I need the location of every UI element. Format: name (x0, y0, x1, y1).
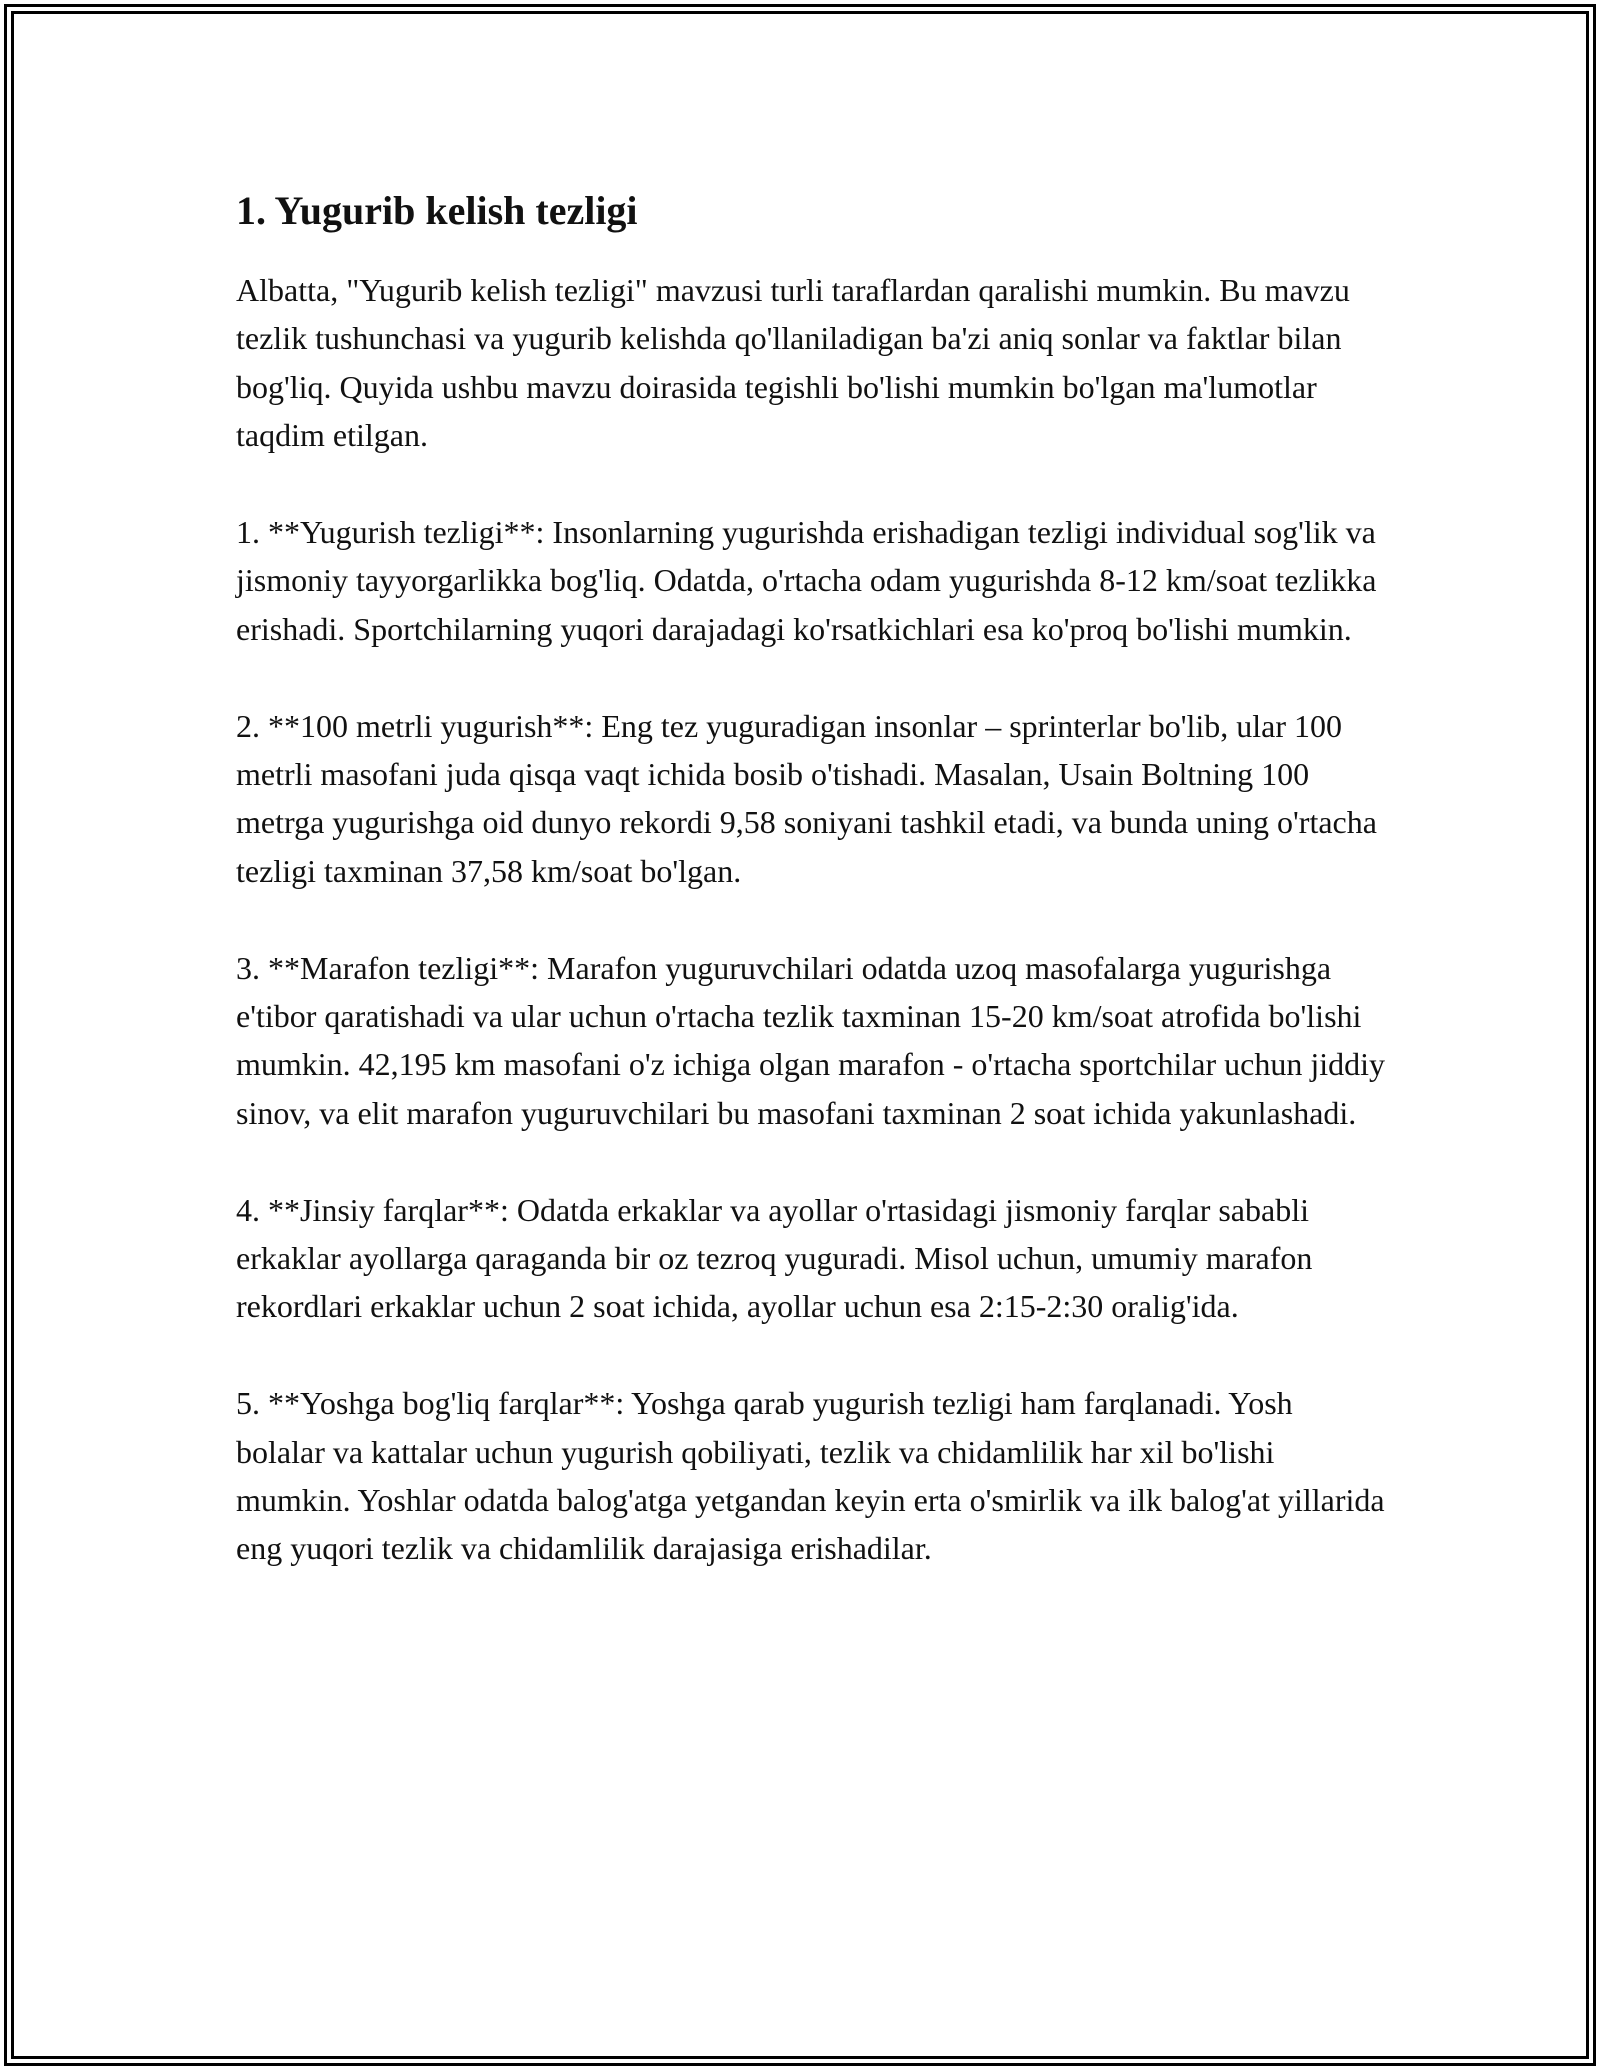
paragraph-100m-sprint: 2. **100 metrli yugurish**: Eng tez yuguradigan insonlar – sprinterlar bo'lib, ular 100 metrli masofani juda qisqa vaqt ichida bosib o'tishadi. Masalan, Usain Boltning 100 metrga yugurishga oid dunyo rekordi 9,58 soniyani tashkil etadi, va bunda uning o'rtacha tezligi taxminan 37,58 km/soat bo'lgan. (236, 707, 1377, 889)
paragraph-running-speed: 1. **Yugurish tezligi**: Insonlarning yugurishda erishadigan tezligi individual sog'lik va jismoniy tayyorgarlikka bog'liq. Odatda, o'rtacha odam yugurishda 8-12 km/soat tezlikka erishadi. Sportchilarning yuqori darajadagi ko'rsatkichlari esa ko'proq bo'lishi mumkin. (236, 514, 1377, 647)
paragraph-gender-differences: 4. **Jinsiy farqlar**: Odatda erkaklar va ayollar o'rtasidagi jismoniy farqlar sababli erkaklar ayollarga qaraganda bir oz tezroq yuguradi. Misol uchun, umumiy marafon rekordlari erkaklar uchun 2 soat ichida, ayollar uchun esa 2:15-2:30 oralig'ida. (236, 1191, 1313, 1325)
page-title: 1. Yugurib kelish tezligi (236, 188, 638, 233)
paragraph-age-differences: 5. **Yoshga bog'liq farqlar**: Yoshga qarab yugurish tezligi ham farqlanadi. Yosh bolalar va kattalar uchun yugurish qobiliyati, tezlik va chidamlilik har xil bo'lishi mumkin. Yoshlar odatda balog'atga yetgandan keyin erta o'smirlik va ilk balog'at yillarida eng yuqori tezlik va chidamlilik darajasiga erishadilar. (236, 1385, 1385, 1567)
paragraph-intro: Albatta, "Yugurib kelish tezligi" mavzusi turli taraflardan qaralishi mumkin. Bu mavzu tezlik tushunchasi va yugurib kelishda qo'llaniladigan ba'zi aniq sonlar va faktlar bilan bog'liq. Quyida ushbu mavzu doirasida tegishli bo'lishi mumkin bo'lgan ma'lumotlar taqdim etilgan. (236, 272, 1350, 454)
paragraph-marathon-speed: 3. **Marafon tezligi**: Marafon yuguruvchilari odatda uzoq masofalarga yugurishga e'tibor qaratishadi va ular uchun o'rtacha tezlik taxminan 15-20 km/soat atrofida bo'lishi mumkin. 42,195 km masofani o'z ichiga olgan marafon - o'rtacha sportchilar uchun jiddiy sinov, va elit marafon yuguruvchilari bu masofani taxminan 2 soat ichida yakunlashadi. (236, 949, 1386, 1131)
document-body (236, 186, 1386, 1621)
